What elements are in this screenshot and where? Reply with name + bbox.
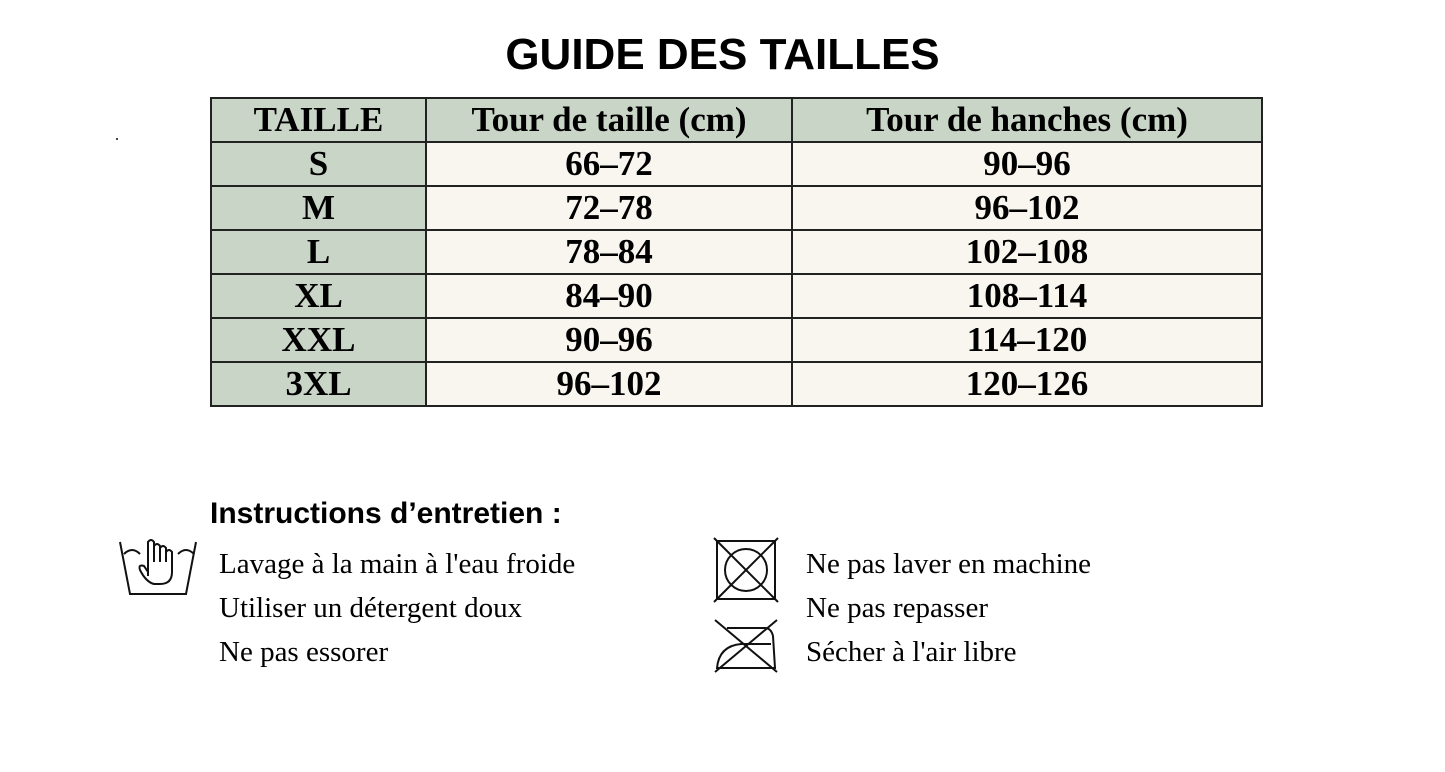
table-row (211, 318, 1262, 362)
hips-cell: 96–102 (792, 186, 1262, 230)
table-row (211, 274, 1262, 318)
table-row (211, 186, 1262, 230)
waist-cell: 66–72 (426, 142, 792, 186)
size-cell: XL (211, 274, 426, 318)
waist-cell: 96–102 (426, 362, 792, 406)
size-cell: M (211, 186, 426, 230)
hips-cell: 108–114 (792, 274, 1262, 318)
hips-cell: 114–120 (792, 318, 1262, 362)
header-waist: Tour de taille (cm) (426, 98, 792, 142)
waist-cell: 84–90 (426, 274, 792, 318)
waist-cell: 90–96 (426, 318, 792, 362)
waist-cell: 78–84 (426, 230, 792, 274)
care-instruction: Ne pas essorer (219, 636, 389, 668)
hand-wash-icon (118, 532, 200, 596)
care-instruction: Ne pas repasser (806, 592, 988, 624)
hips-cell: 120–126 (792, 362, 1262, 406)
no-iron-icon (713, 618, 779, 674)
no-machine-wash-icon (713, 537, 779, 603)
care-instruction: Utiliser un détergent doux (219, 592, 523, 624)
page-title: GUIDE DES TAILLES (505, 30, 940, 79)
waist-cell: 72–78 (426, 186, 792, 230)
size-cell: XXL (211, 318, 426, 362)
header-hips: Tour de hanches (cm) (792, 98, 1262, 142)
stray-dot (116, 138, 118, 140)
care-instruction: Sécher à l'air libre (806, 636, 1017, 668)
size-cell: L (211, 230, 426, 274)
hips-cell: 102–108 (792, 230, 1262, 274)
care-title: Instructions d’entretien : (210, 497, 562, 530)
header-size: TAILLE (211, 98, 426, 142)
table-header-row (211, 98, 1262, 142)
size-cell: 3XL (211, 362, 426, 406)
table-row (211, 362, 1262, 406)
size-cell: S (211, 142, 426, 186)
care-instruction: Ne pas laver en machine (806, 548, 1092, 580)
care-instruction: Lavage à la main à l'eau froide (219, 548, 576, 580)
size-table (210, 97, 1263, 407)
table-row (211, 142, 1262, 186)
table-row (211, 230, 1262, 274)
hips-cell: 90–96 (792, 142, 1262, 186)
